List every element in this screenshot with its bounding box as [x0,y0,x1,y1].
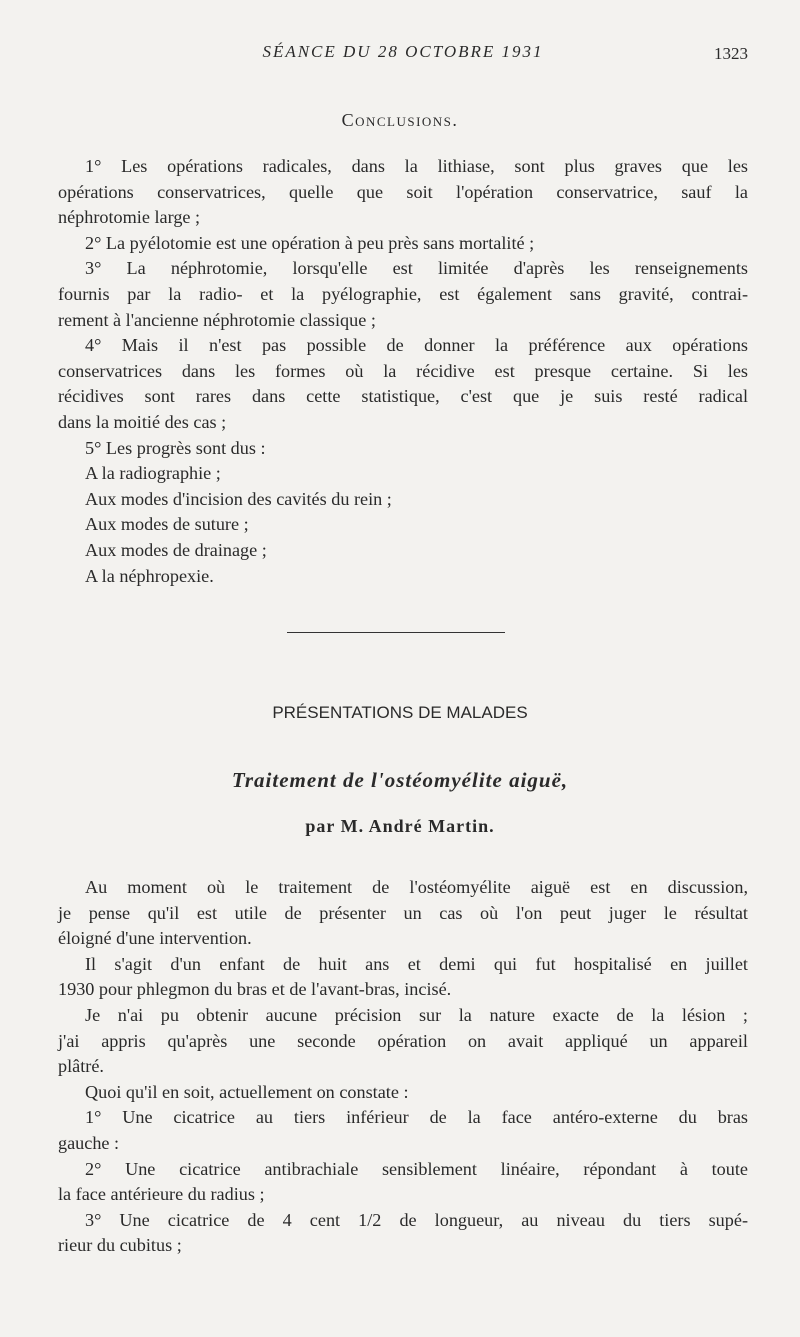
text-line: dans la moitié des cas ; [58,411,227,432]
article-title: Traitement de l'ostéomyélite aiguë, [231,768,569,792]
text-line: 1° Les opérations radicales, dans la lithiase, sont plus graves que les [85,156,748,176]
text-line: A la néphropexie. [85,565,214,586]
text-line: Au moment où le traitement de l'ostéomyélite aiguë est en discussion, [85,877,748,897]
conclusions-text [58,154,748,589]
text-line: 5° Les progrès sont dus : [85,437,266,458]
text-line: 2° La pyélotomie est une opération à peu près sans mortalité ; [85,232,535,253]
conclusions-heading: Conclusions. [341,110,459,130]
text-line: éloigné d'une intervention. [58,928,252,949]
text-line: Je n'ai pu obtenir aucune précision sur la nature exacte de la lésion ; [85,1004,748,1025]
text-line: 1930 pour phlegmon du bras et de l'avant-bras, incisé. [58,979,452,1000]
running-header [58,42,748,70]
text-line: je pense qu'il est utile de présenter un cas où l'on peut juger le résultat [58,902,748,923]
text-line: fournis par la radio- et la pyélographie, est également sans gravité, contrai- [58,283,748,304]
text-line: récidives sont rares dans cette statistique, c'est que je suis resté radical [58,386,748,407]
section-heading: PRÉSENTATIONS DE MALADES [272,703,528,722]
header-title: SÉANCE DU 28 OCTOBRE 1931 [262,42,544,61]
text-line: néphrotomie large ; [58,207,201,228]
text-line: Aux modes d'incision des cavités du rein ; [85,488,392,509]
text-line: rieur du cubitus ; [58,1235,182,1256]
text-line: la face antérieure du radius ; [58,1184,265,1205]
text-line: rement à l'ancienne néphrotomie classique ; [58,309,376,330]
article-body [58,875,748,1259]
text-line: 3° Une cicatrice de 4 cent 1/2 de longueur, au niveau du tiers supé- [85,1209,748,1230]
text-line: j'ai appris qu'après une seconde opération on avait appliqué un appareil [58,1030,748,1051]
text-line: gauche : [58,1132,120,1153]
text-line: 2° Une cicatrice antibrachiale sensiblement linéaire, répondant à toute [85,1158,748,1179]
section-divider [287,632,505,633]
text-line: plâtré. [58,1056,104,1077]
page-number: 1323 [714,44,748,63]
text-line: Il s'agit d'un enfant de huit ans et demi qui fut hospitalisé en juillet [85,953,748,974]
text-line: 1° Une cicatrice au tiers inférieur de la face antéro-externe du bras [85,1107,748,1128]
text-line: Aux modes de suture ; [85,514,249,535]
text-line: 3° La néphrotomie, lorsqu'elle est limitée d'après les renseignements [85,258,748,279]
text-line: conservatrices dans les formes où la récidive est presque certaine. Si les [58,360,748,381]
text-line: Aux modes de drainage ; [85,539,267,560]
text-line: Quoi qu'il en soit, actuellement on constate : [85,1081,409,1102]
text-line: opérations conservatrices, quelle que soit l'opération conservatrice, sauf la [58,181,748,202]
text-line: 4° Mais il n'est pas possible de donner la préférence aux opérations [85,335,748,356]
text-line: A la radiographie ; [85,463,221,484]
article-author: par M. André Martin. [305,816,495,836]
